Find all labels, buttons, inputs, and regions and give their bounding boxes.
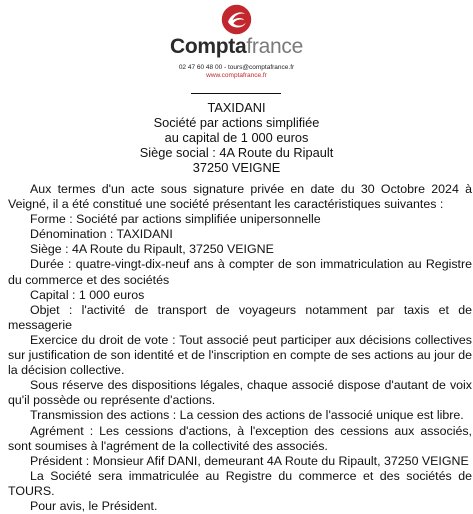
paragraph: Durée : quatre-vingt-dix-neuf ans à compter de son immatriculation au Registre du commerce et des sociétés: [8, 257, 472, 287]
paragraph: Siège : 4A Route du Ripault, 37250 VEIGNE: [30, 242, 274, 257]
brand-wordmark: [0, 35, 473, 59]
brand-light: france: [246, 35, 303, 58]
notice-body: [8, 182, 472, 514]
company-name: TAXIDANI: [207, 100, 266, 115]
paragraph: Président : Monsieur Afif DANI, demeurant 4A Route du Ripault, 37250 VEIGNE: [30, 453, 469, 468]
brand-bold: Compta: [170, 35, 247, 58]
company-form: Société par actions simplifiée: [153, 115, 320, 130]
paragraph: Objet : l'activité de transport de voyageurs notamment par taxis et de messagerie: [8, 302, 472, 332]
comptafrance-e-logo-icon: [221, 4, 252, 35]
divider: [191, 93, 281, 94]
contact-line: 02 47 60 48 00 - tours@comptafrance.fr: [178, 64, 295, 71]
paragraph: Exercice du droit de vote : Tout associé peut participer aux décisions collectives sur justification de son identité et de l'inscription en compte de ses actions au jour de la décision collective.: [8, 332, 472, 378]
paragraph: Capital : 1 000 euros: [30, 287, 145, 302]
paragraph: Dénomination : TAXIDANI: [30, 227, 173, 242]
paragraph: Agrément : Les cessions d'actions, à l'exception des cessions aux associés, sont soumises à l'agrément de la collectivité des associés.: [8, 423, 472, 453]
company-seat: Siège social : 4A Route du Ripault: [139, 145, 334, 160]
company-city: 37250 VEIGNE: [192, 160, 281, 175]
contact-block: [0, 64, 473, 80]
paragraph: La Société sera immatriculée au Registre du commerce et des sociétés de TOURS.: [8, 468, 472, 498]
company-block: [0, 100, 473, 175]
website-link[interactable]: www.comptafrance.fr: [206, 72, 267, 79]
paragraph: Transmission des actions : La cession des actions de l'associé unique est libre.: [30, 408, 464, 423]
company-capital: au capital de 1 000 euros: [164, 130, 309, 145]
paragraph: Pour avis, le Président.: [30, 498, 158, 513]
paragraph: Sous réserve des dispositions légales, chaque associé dispose d'autant de voix qu'il possède ou représente d'actions.: [8, 378, 472, 408]
paragraph: Aux termes d'un acte sous signature privée en date du 30 Octobre 2024 à Veigné, il a été constitué une société présentant les caractéristiques suivantes :: [8, 182, 472, 212]
paragraph: Forme : Société par actions simplifiée unipersonnelle: [30, 212, 321, 227]
